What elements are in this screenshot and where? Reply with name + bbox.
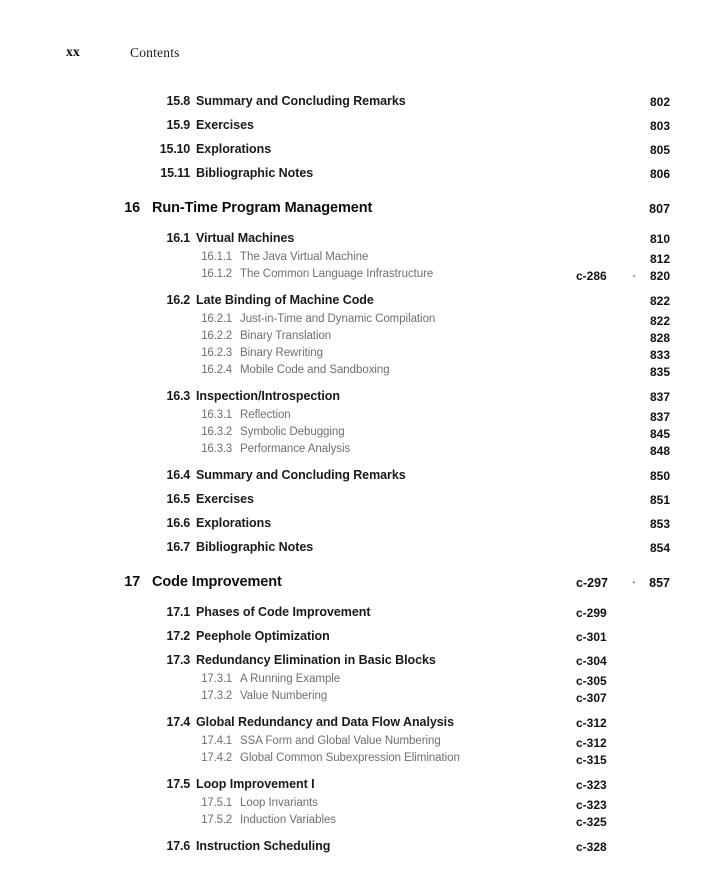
toc-entry-row[interactable]: [0, 689, 721, 706]
entry-title: Code Improvement: [152, 574, 282, 590]
folio-number: xx: [66, 44, 81, 59]
page-number: 848: [649, 444, 670, 458]
page-number: 810: [649, 232, 670, 246]
entry-number: 17.4: [166, 715, 190, 729]
companion-page-number: c-312: [576, 736, 607, 750]
companion-page-number: c-325: [576, 815, 607, 829]
entry-number: 17.5.1: [201, 797, 232, 809]
page-number: 853: [649, 517, 670, 531]
entry-number: 16.4: [166, 468, 190, 482]
entry-title: Global Common Subexpression Elimination: [240, 752, 460, 764]
page-number: 850: [649, 469, 670, 483]
entry-title: Virtual Machines: [196, 231, 295, 245]
entry-number: 17.5: [166, 777, 190, 791]
entry-title: Redundancy Elimination in Basic Blocks: [196, 653, 436, 667]
page-number: 857: [649, 576, 670, 590]
entry-title: Summary and Concluding Remarks: [196, 94, 406, 108]
entry-title: The Common Language Infrastructure: [240, 268, 434, 280]
page-number: 837: [649, 410, 670, 424]
companion-page-number: c-299: [576, 606, 607, 620]
page-number: 822: [649, 314, 670, 328]
entry-title: Peephole Optimization: [196, 629, 330, 643]
page-separator-dot: ·: [632, 268, 636, 282]
companion-page-number: c-286: [576, 269, 607, 283]
entry-number: 16.3.1: [201, 409, 232, 421]
toc-entry-row[interactable]: [0, 538, 721, 559]
entry-number: 16.2.1: [201, 313, 232, 325]
companion-page-number: c-304: [576, 654, 607, 668]
running-head: [66, 44, 666, 64]
entry-number: 15.11: [160, 166, 190, 180]
entry-title: Just-in-Time and Dynamic Compilation: [240, 313, 436, 325]
toc-entry-row[interactable]: [0, 775, 721, 796]
entry-number: 16.1.1: [201, 251, 232, 263]
entry-number: 15.8: [166, 94, 190, 108]
entry-number: 16.1: [166, 231, 190, 245]
toc-entry-row[interactable]: [0, 672, 721, 689]
entry-title: Value Numbering: [240, 690, 328, 702]
entry-title: Run-Time Program Management: [152, 200, 373, 216]
page-number: 833: [649, 348, 670, 362]
toc-entry-row[interactable]: [0, 267, 721, 284]
entry-title: Inspection/Introspection: [196, 389, 340, 403]
page-number: 803: [649, 119, 670, 133]
entry-title: Phases of Code Improvement: [196, 605, 371, 619]
toc-entry-row[interactable]: [0, 651, 721, 672]
toc-entry-row[interactable]: [0, 425, 721, 442]
entry-number: 17.3.2: [201, 690, 232, 702]
page-number: 828: [649, 331, 670, 345]
toc-entry-row[interactable]: [0, 408, 721, 425]
entry-number: 16.2: [166, 293, 190, 307]
entry-number: 17.3.1: [201, 673, 232, 685]
entry-title: Late Binding of Machine Code: [196, 293, 374, 307]
toc-entry-row[interactable]: [0, 312, 721, 329]
toc-entry-row[interactable]: [0, 346, 721, 363]
entry-number: 16.5: [166, 492, 190, 506]
toc-entry-row[interactable]: [0, 813, 721, 830]
entry-title: Instruction Scheduling: [196, 839, 331, 853]
entry-number: 16.2.4: [201, 364, 232, 376]
entry-number: 16.3.3: [201, 443, 232, 455]
entry-title: Exercises: [196, 492, 254, 506]
companion-page-number: c-305: [576, 674, 607, 688]
companion-page-number: c-328: [576, 840, 607, 854]
entry-title: Explorations: [196, 142, 272, 156]
entry-number: 16.7: [166, 540, 190, 554]
entry-title: A Running Example: [240, 673, 341, 685]
page-number: 820: [649, 269, 670, 283]
entry-title: Bibliographic Notes: [196, 540, 314, 554]
entry-title: SSA Form and Global Value Numbering: [240, 735, 441, 747]
running-head-title: Contents: [130, 45, 180, 60]
toc-entry-row[interactable]: [0, 751, 721, 768]
entry-title: Summary and Concluding Remarks: [196, 468, 406, 482]
companion-page-number: c-307: [576, 691, 607, 705]
page-number: 845: [649, 427, 670, 441]
toc-entry-row[interactable]: [0, 796, 721, 813]
companion-page-number: c-297: [576, 576, 608, 590]
entry-title: Global Redundancy and Data Flow Analysis: [196, 715, 455, 729]
toc-entry-row[interactable]: [0, 713, 721, 734]
page-number: 806: [649, 167, 670, 181]
entry-number: 15.10: [159, 142, 190, 156]
entry-title: Loop Improvement I: [196, 777, 315, 791]
toc-entry-row[interactable]: [0, 363, 721, 380]
toc-entry-row[interactable]: [0, 490, 721, 511]
companion-page-number: c-323: [576, 798, 607, 812]
entry-title: Induction Variables: [240, 814, 337, 826]
page-number: 835: [649, 365, 670, 379]
page-number: 805: [649, 143, 670, 157]
entry-title: Symbolic Debugging: [240, 426, 345, 438]
entry-number: 16.2.3: [201, 347, 232, 359]
entry-number: 16: [124, 200, 140, 216]
toc-chapter-row[interactable]: [0, 572, 721, 600]
toc-entry-row[interactable]: [0, 627, 721, 648]
entry-number: 17.3: [166, 653, 190, 667]
entry-number: 15.9: [166, 118, 190, 132]
toc-entry-row[interactable]: [0, 140, 721, 161]
toc-entry-row[interactable]: [0, 442, 721, 459]
page-number: 822: [649, 294, 670, 308]
entry-title: Bibliographic Notes: [196, 166, 314, 180]
page-separator-dot: ·: [631, 575, 637, 589]
toc-entry-list: [0, 92, 721, 858]
entry-number: 17.4.2: [201, 752, 232, 764]
toc-entry-row[interactable]: [0, 466, 721, 487]
entry-number: 17.4.1: [201, 735, 232, 747]
toc-entry-row[interactable]: [0, 229, 721, 250]
toc-entry-row[interactable]: [0, 164, 721, 185]
toc-entry-row[interactable]: [0, 603, 721, 624]
toc-entry-row[interactable]: [0, 250, 721, 267]
entry-title: Reflection: [240, 409, 291, 421]
page-number: 837: [649, 390, 670, 404]
entry-number: 16.1.2: [201, 268, 232, 280]
toc-entry-row[interactable]: [0, 291, 721, 312]
entry-title: Binary Rewriting: [240, 347, 323, 359]
page-number: 807: [649, 202, 670, 216]
entry-number: 17: [124, 574, 140, 590]
entry-title: Binary Translation: [240, 330, 332, 342]
entry-title: Explorations: [196, 516, 272, 530]
companion-page-number: c-315: [576, 753, 607, 767]
entry-number: 16.2.2: [201, 330, 232, 342]
entry-title: The Java Virtual Machine: [240, 251, 369, 263]
entry-number: 17.2: [166, 629, 190, 643]
page-number: 851: [649, 493, 670, 507]
companion-page-number: c-312: [576, 716, 607, 730]
entry-number: 16.3.2: [201, 426, 232, 438]
toc-chapter-row[interactable]: [0, 198, 721, 226]
entry-number: 16.6: [166, 516, 190, 530]
page-number: 854: [649, 541, 670, 555]
entry-title: Mobile Code and Sandboxing: [240, 364, 390, 376]
toc-entry-row[interactable]: [0, 116, 721, 137]
toc-entry-row[interactable]: [0, 837, 721, 858]
entry-number: 16.3: [166, 389, 190, 403]
entry-title: Performance Analysis: [240, 443, 351, 455]
toc-entry-row[interactable]: [0, 92, 721, 113]
toc-entry-row[interactable]: [0, 387, 721, 408]
entry-number: 17.6: [166, 839, 190, 853]
page-number: 812: [649, 252, 670, 266]
toc-entry-row[interactable]: [0, 514, 721, 535]
entry-title: Loop Invariants: [240, 797, 318, 809]
toc-entry-row[interactable]: [0, 734, 721, 751]
toc-entry-row[interactable]: [0, 329, 721, 346]
companion-page-number: c-301: [576, 630, 607, 644]
page-number: 802: [649, 95, 670, 109]
companion-page-number: c-323: [576, 778, 607, 792]
entry-number: 17.1: [166, 605, 190, 619]
entry-title: Exercises: [196, 118, 254, 132]
entry-number: 17.5.2: [201, 814, 232, 826]
